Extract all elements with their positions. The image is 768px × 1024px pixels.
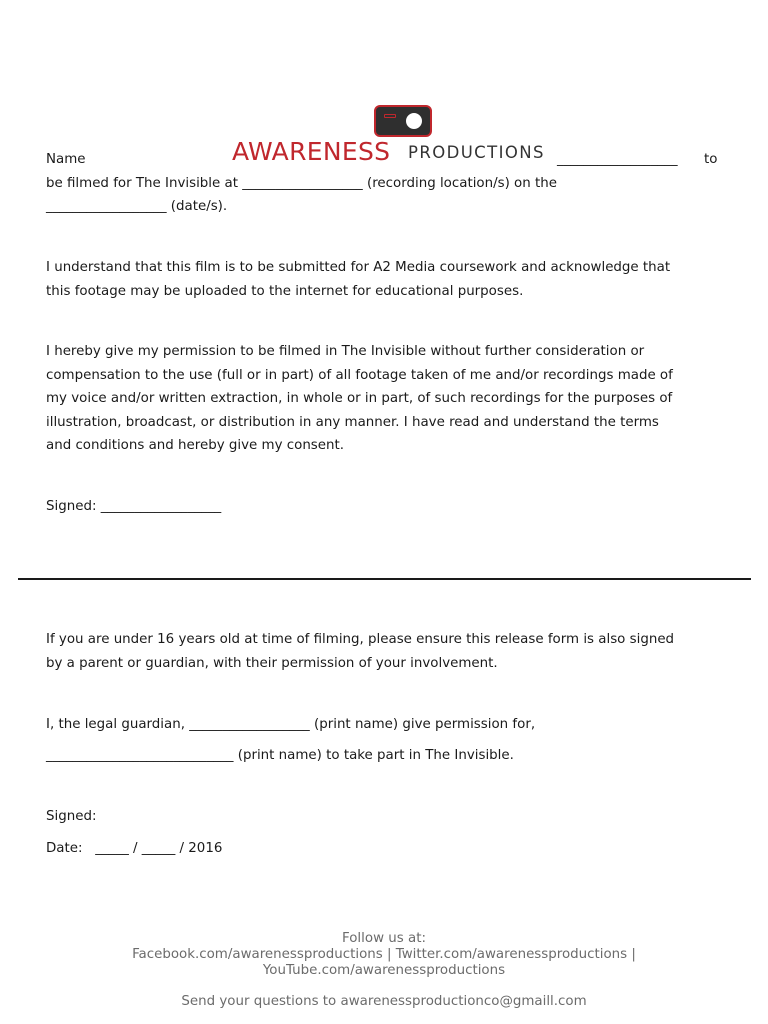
- footer-contact[interactable]: Send your questions to awarenessproductionco@gmaill.com: [181, 994, 587, 1009]
- guardian-date-line[interactable]: Date: _____ / _____ / 2016: [46, 841, 223, 856]
- logo-suffix: PRODUCTIONS: [408, 143, 545, 162]
- child-name-line[interactable]: ____________________________ (print name) to take part in The Invisible.: [46, 748, 514, 763]
- paragraph-line: this footage may be uploaded to the internet for educational purposes.: [46, 283, 524, 299]
- paragraph-line: If you are under 16 years old at time of filming, please ensure this release form is also signed: [46, 632, 675, 647]
- signed-line[interactable]: Signed: __________________: [46, 499, 222, 514]
- date-line: __________________ (date/s).: [46, 199, 228, 214]
- paragraph-line: by a parent or guardian, with their permission of your involvement.: [46, 655, 498, 671]
- to-word: to: [704, 152, 718, 167]
- permission-paragraph: [46, 340, 736, 458]
- paragraph-line: compensation to the use (full or in part) of all footage taken of me and/or recordings made of: [46, 367, 673, 383]
- name-label: Name: [46, 152, 86, 167]
- section-divider: [18, 578, 751, 580]
- coursework-paragraph: [46, 256, 736, 303]
- guardian-paragraph: [46, 628, 736, 675]
- paragraph-line: my voice and/or written extraction, in whole or in part, of such recordings for the purposes of: [46, 391, 673, 406]
- location-line: be filmed for The Invisible at __________________ (recording location/s) on the: [46, 176, 557, 191]
- camera-icon: [374, 105, 432, 137]
- paragraph-line: I understand that this film is to be submitted for A2 Media coursework and acknowledge that: [46, 260, 671, 275]
- paragraph-line: illustration, broadcast, or distribution in any manner. I have read and understand the terms: [46, 414, 659, 430]
- footer-youtube-link[interactable]: YouTube.com/awarenessproductions: [262, 963, 506, 978]
- footer-social-links[interactable]: Facebook.com/awarenessproductions | Twitter.com/awarenessproductions |: [132, 947, 636, 962]
- logo-brand: AWARENESS: [232, 137, 391, 166]
- name-blank[interactable]: __________________: [557, 152, 678, 167]
- flash-icon: [384, 114, 396, 118]
- lens-icon: [404, 111, 424, 131]
- footer-follow: Follow us at:: [342, 931, 426, 946]
- legal-guardian-line[interactable]: I, the legal guardian, __________________ (print name) give permission for,: [46, 717, 536, 732]
- paragraph-line: and conditions and hereby give my consent.: [46, 438, 345, 453]
- paragraph-line: I hereby give my permission to be filmed in The Invisible without further consideration or: [46, 344, 645, 359]
- guardian-signed-label: Signed:: [46, 809, 97, 824]
